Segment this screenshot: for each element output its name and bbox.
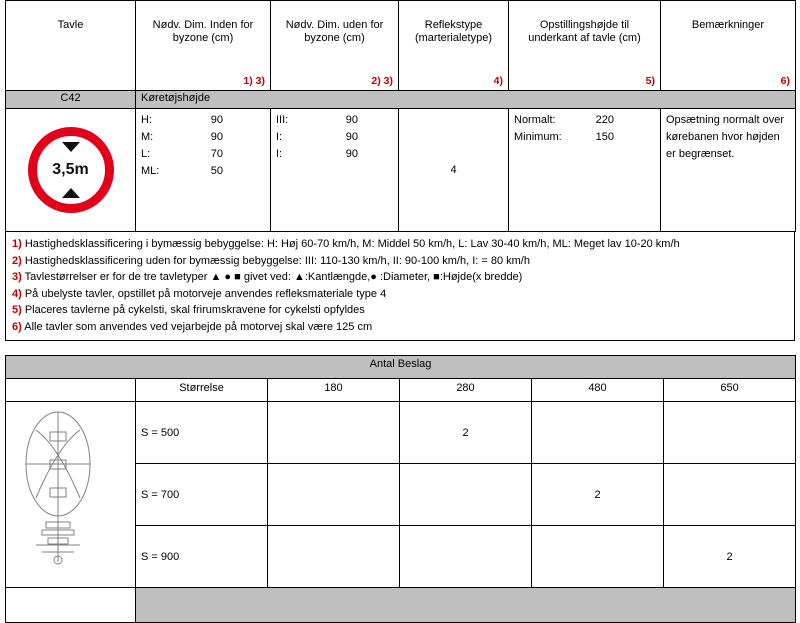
table-row [6,402,796,464]
sign-label: 3,5m [52,161,89,178]
beslag-header-size: Størrelse [136,379,268,402]
sign-code-band-row [6,91,796,109]
mounting-height-value: 220 [595,114,614,126]
triangle-down-icon [62,188,80,198]
header-label: Opstillingshøjde til underkant af tavle (cm) [528,19,641,44]
dimension-value: 70 [210,148,223,160]
header-label: Nødv. Dim. Inden for byzone (cm) [152,19,254,44]
header-note: 4) [493,75,503,87]
footnote-number: 5) [12,304,22,316]
footnote-number: 4) [12,287,22,300]
beslag-cell [532,402,664,464]
footnote-1 [12,236,788,253]
sign-data-row [6,109,796,232]
beslag-cell [532,526,664,588]
dimension-value: 90 [345,148,358,160]
outside-byzone-dimensions [271,109,399,232]
remark-line: er begrænset. [666,148,735,160]
beslag-size-label: S = 700 [136,464,268,526]
footnote-number: 1) [12,238,22,250]
beslag-header-row [6,379,796,402]
dimension-label: M: [141,131,154,143]
dimension-value: 50 [210,165,223,177]
beslag-cell [268,402,400,464]
beslag-header-280: 280 [400,379,532,402]
dimension-label: H: [141,114,152,126]
pole-mount-illustration [6,402,136,588]
footnote-text: Hastighedsklassificering uden for bymæssig bebyggelse: III: 110-130 km/h, II: 90-100 km/h, I: = 80 km/h [21,254,530,267]
beslag-cell [400,526,532,588]
footnote-text: Alle tavler som anvendes ved vejarbejde på motorvej skal være 125 cm [21,320,373,333]
footnote-number: 2) [12,254,22,267]
beslag-cell: 2 [664,526,796,588]
dimension-label: I: [276,148,283,160]
antal-beslag-table [5,355,796,623]
header-label: Reflekstype (marterialetype) [414,19,493,44]
dimension-item [141,129,265,146]
footnotes-block [5,232,795,341]
dimension-item [276,146,393,163]
header-cell-reflex-type [399,1,509,91]
beslag-title: Antal Beslag [6,356,796,379]
footnote-text: På ubelyste tavler, opstillet på motorveje anvendes refleksmateriale type 4 [21,287,387,300]
beslag-header-blank [6,379,136,402]
inside-byzone-dimensions [136,109,271,232]
footnote-number: 3) [12,271,22,283]
beslag-cell: 2 [400,402,532,464]
beslag-size-label: S = 900 [136,526,268,588]
sign-pole-diagram-icon [6,402,134,572]
footnote-4 [12,286,788,303]
header-cell-inside-byzone [136,1,271,91]
footnote-2 [12,253,788,270]
dimension-value: 90 [345,114,358,126]
beslag-cell [268,464,400,526]
header-label: Nødv. Dim. uden for byzone (cm) [285,19,384,44]
sign-specification-table [5,0,796,232]
section-spacer [0,341,800,355]
beslag-size-label: S = 500 [136,402,268,464]
beslag-cell: 2 [532,464,664,526]
mounting-height-value: 150 [595,131,614,143]
beslag-footer-band [136,588,796,623]
height-restriction-sign-icon [28,127,114,213]
beslag-footer-row [6,588,796,623]
dimension-item [141,112,265,129]
dimension-value: 90 [210,114,223,126]
footnote-text: Hastighedsklassificering i bymæssig bebyggelse: H: Høj 60-70 km/h, M: Middel 50 km/h, L: Lav 30-40 km/h, ML: Meget lav 10-20 km/h [21,238,680,250]
mounting-height-label: Minimum: [514,131,562,143]
footnote-text: Placeres tavlerne på cykelsti, skal frirumskravene for cykelsti opfyldes [21,304,365,316]
dimension-label: III: [276,114,289,126]
triangle-up-icon [62,142,80,152]
beslag-header-180: 180 [268,379,400,402]
remarks-cell [661,109,796,232]
header-cell-outside-byzone [271,1,399,91]
header-cell-tavle [6,1,136,91]
dimension-item [141,146,265,163]
beslag-title-row [6,356,796,379]
beslag-header-480: 480 [532,379,664,402]
header-cell-mounting-height [509,1,661,91]
header-note: 6) [780,75,790,87]
dimension-item [276,112,393,129]
header-note: 2) 3) [371,75,393,87]
beslag-cell [664,464,796,526]
footnote-6 [12,319,788,336]
footnote-5 [12,302,788,319]
table-header-row [6,1,796,91]
remark-line: Opsætning normalt over [666,114,784,126]
dimension-value: 90 [210,131,223,143]
dimension-label: L: [141,148,151,160]
beslag-cell [664,402,796,464]
header-label: Bemærkninger [691,19,765,31]
mounting-height-values [509,109,661,232]
sign-code: C42 [6,91,136,109]
footnote-3 [12,269,788,286]
header-cell-remarks [661,1,796,91]
reflex-type-value: 4 [399,109,509,232]
remark-line: kørebanen hvor højden [666,131,780,143]
sign-image-cell [6,109,136,232]
dimension-label: I: [276,131,283,143]
dimension-value: 90 [345,131,358,143]
mounting-height-item [514,131,614,143]
header-note: 1) 3) [243,75,265,87]
dimension-item [141,163,265,180]
mounting-height-item [514,114,614,126]
header-label: Tavle [57,19,84,31]
beslag-cell [400,464,532,526]
footnote-text: Tavlestørrelser er for de tre tavletyper ▲ ● ■ givet ved: ▲:Kantlængde,● :Diameter, ■:Højde(x bredde) [21,271,523,283]
beslag-cell [268,526,400,588]
sign-name: Køretøjshøjde [136,91,796,109]
beslag-header-650: 650 [664,379,796,402]
dimension-label: ML: [141,165,160,177]
mounting-height-label: Normalt: [514,114,556,126]
footnote-number: 6) [12,320,22,333]
dimension-item [276,129,393,146]
beslag-footer-blank [6,588,136,623]
header-note: 5) [645,75,655,87]
